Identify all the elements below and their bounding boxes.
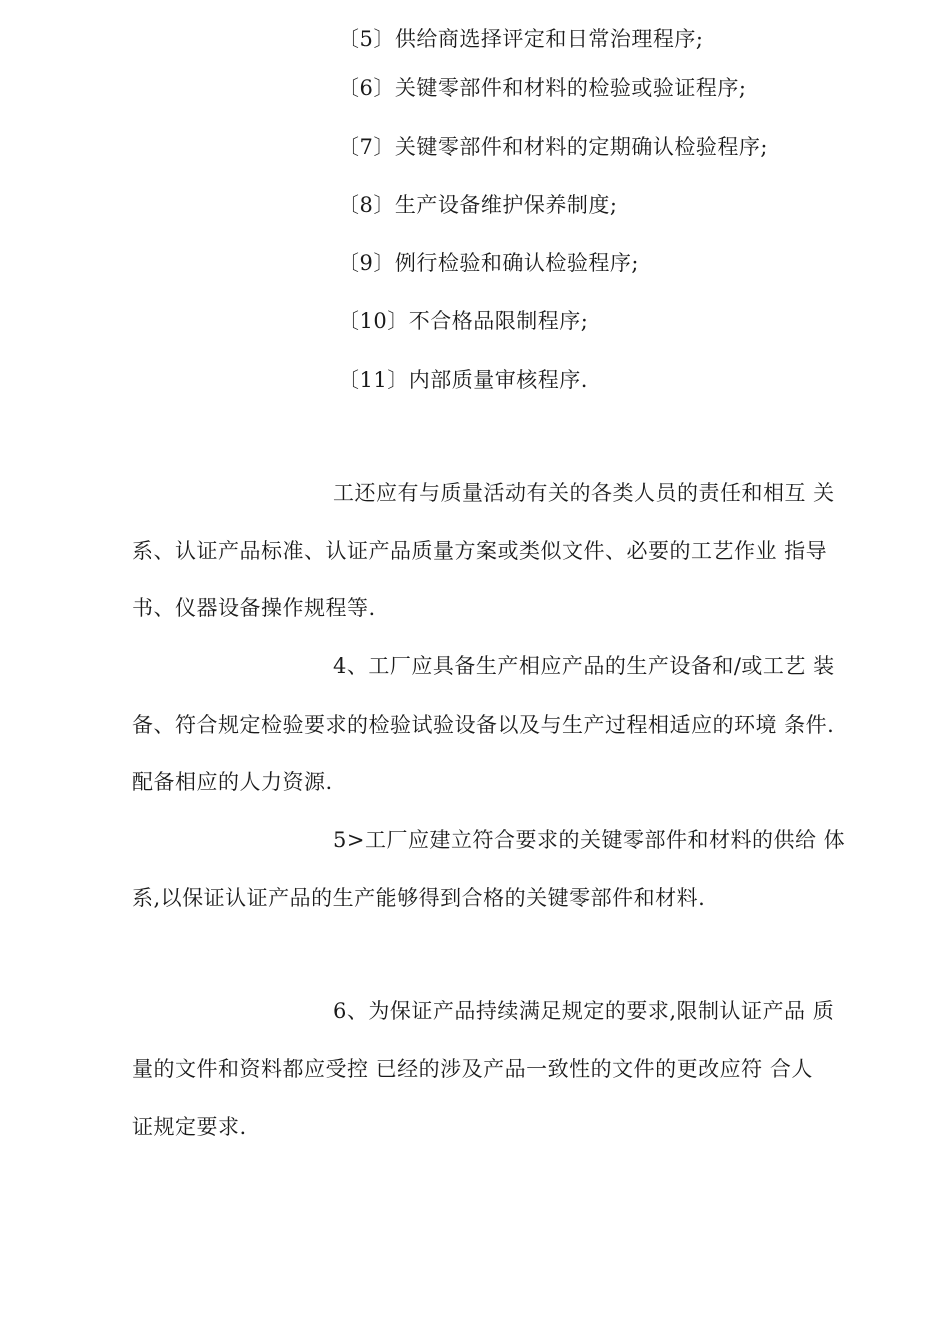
paragraph-4-line-3: 证规定要求. [132,1115,247,1139]
paragraph-3-line-2: 系,以保证认证产品的生产能够得到合格的关键零部件和材料. [132,886,706,910]
paragraph-2-line-2: 备、符合规定检验要求的检验试验设备以及与生产过程相适应的环境 条件. [132,713,835,737]
list-item-5: 〔5〕供给商选择评定和日常治理程序; [338,27,704,51]
paragraph-2-line-1: 4、工厂应具备生产相应产品的生产设备和/或工艺 装 [333,654,835,678]
paragraph-3-line-1: 5>工厂应建立符合要求的关键零部件和材料的供给 体 [333,828,846,852]
list-item-10: 〔10〕不合格品限制程序; [338,309,589,333]
list-item-11: 〔11〕内部质量审核程序. [338,368,588,392]
paragraph-1-line-1: 工还应有与质量活动有关的各类人员的责任和相互 关 [333,481,835,505]
paragraph-2-line-3: 配备相应的人力资源. [132,770,333,794]
paragraph-4-line-2: 量的文件和资料都应受控 已经的涉及产品一致性的文件的更改应符 合人 [132,1057,813,1081]
list-item-9: 〔9〕例行检验和确认检验程序; [338,251,639,275]
paragraph-4-line-1: 6、为保证产品持续满足规定的要求,限制认证产品 质 [333,999,835,1023]
paragraph-1-line-3: 书、仪器设备操作规程等. [132,596,376,620]
list-item-7: 〔7〕关键零部件和材料的定期确认检验程序; [338,135,768,159]
list-item-6: 〔6〕关键零部件和材料的检验或验证程序; [338,76,747,100]
paragraph-1-line-2: 系、认证产品标准、认证产品质量方案或类似文件、必要的工艺作业 指导 [132,539,828,563]
list-item-8: 〔8〕生产设备维护保养制度; [338,193,618,217]
